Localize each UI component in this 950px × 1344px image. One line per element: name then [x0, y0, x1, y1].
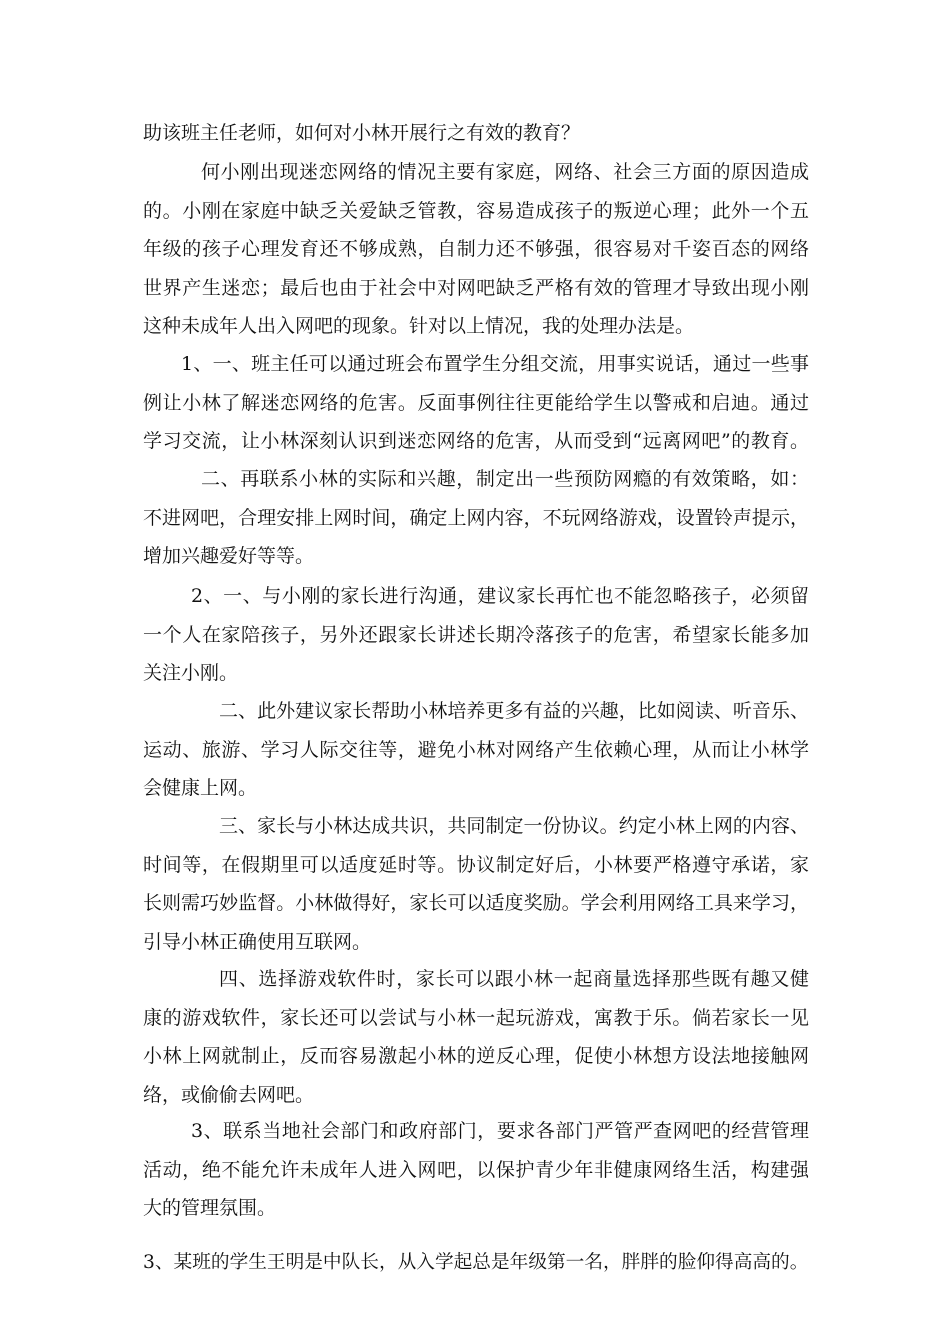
text-line: 康的游戏软件，家长还可以尝试与小林一起玩游戏，寓教于乐。倘若家长一见	[143, 1006, 809, 1029]
text-line: 一个人在家陪孩子，另外还跟家长讲述长期冷落孩子的危害，希望家长能多加	[143, 623, 809, 646]
paragraph-measure-3	[143, 1112, 809, 1228]
text-line: 关注小刚。	[143, 662, 239, 684]
text-line: 年级的孩子心理发育还不够成熟，自制力还不够强，很容易对千姿百态的网络	[143, 238, 809, 260]
text-line: 2、一、与小刚的家长进行沟通，建议家长再忙也不能忽略孩子，必须留	[191, 585, 809, 607]
paragraph-question-end	[143, 114, 809, 153]
text-line: 1、一、班主任可以通过班会布置学生分组交流，用事实说话，通过一些事	[181, 353, 809, 375]
text-line: 二、再联系小林的实际和兴趣，制定出一些预防网瘾的有效策略，如：	[201, 468, 809, 490]
text-line: 活动，绝不能允许未成年人进入网吧，以保护青少年非健康网络生活，构建强	[143, 1158, 809, 1181]
paragraph-measure-2-4	[143, 960, 809, 1114]
paragraph-measure-1-1	[143, 345, 809, 461]
text-line: 络，或偷偷去网吧。	[143, 1083, 315, 1106]
paragraph-measure-1-2	[143, 460, 809, 576]
text-line: 世界产生迷恋；最后也由于社会中对网吧缺乏严格有效的管理才导致出现小刚	[143, 276, 809, 299]
paragraph-next-case	[143, 1244, 809, 1283]
text-line: 3、某班的学生王明是中队长，从入学起总是年级第一名，胖胖的脸仰得高高的。	[143, 1252, 809, 1273]
paragraph-measure-2-2	[143, 692, 809, 808]
paragraph-cause-analysis	[143, 153, 809, 346]
text-line: 例让小林了解迷恋网络的危害。反面事例往往更能给学生以警戒和启迪。通过	[143, 391, 809, 414]
text-line: 不进网吧，合理安排上网时间，确定上网内容，不玩网络游戏，设置铃声提示，	[143, 506, 809, 529]
text-line: 长则需巧妙监督。小林做得好，家长可以适度奖励。学会利用网络工具来学习，	[143, 892, 809, 914]
text-line: 四、选择游戏软件时，家长可以跟小林一起商量选择那些既有趣又健	[219, 968, 809, 990]
text-line: 小林上网就制止，反而容易激起小林的逆反心理，促使小林想方设法地接触网	[143, 1045, 809, 1067]
text-line: 增加兴趣爱好等等。	[143, 545, 315, 567]
paragraph-measure-2-3	[143, 807, 809, 961]
text-line: 助该班主任老师，如何对小林开展行之有效的教育？	[143, 122, 581, 144]
text-line: 学习交流，让小林深刻认识到迷恋网络的危害，从而受到“远离网吧”的教育。	[143, 430, 809, 452]
text-line: 时间等，在假期里可以适度延时等。协议制定好后，小林要严格遵守承诺，家	[143, 853, 809, 876]
text-line: 何小刚出现迷恋网络的情况主要有家庭，网络、社会三方面的原因造成	[201, 161, 809, 183]
text-line: 的。小刚在家庭中缺乏关爱缺乏管教，容易造成孩子的叛逆心理；此外一个五	[143, 199, 809, 222]
paragraph-measure-2-1	[143, 577, 809, 693]
text-line: 大的管理氛围。	[143, 1197, 277, 1219]
text-line: 运动、旅游、学习人际交往等，避免小林对网络产生依赖心理，从而让小林学	[143, 738, 809, 761]
text-line: 会健康上网。	[143, 777, 258, 799]
text-line: 这种未成年人出入网吧的现象。针对以上情况，我的处理办法是。	[143, 315, 695, 337]
text-line: 引导小林正确使用互联网。	[143, 930, 372, 953]
text-line: 3、联系当地社会部门和政府部门，要求各部门严管严查网吧的经营管理	[191, 1120, 809, 1142]
text-line: 二、此外建议家长帮助小林培养更多有益的兴趣，比如阅读、听音乐、	[219, 700, 809, 722]
text-line: 三、家长与小林达成共识，共同制定一份协议。约定小林上网的内容、	[219, 815, 809, 837]
